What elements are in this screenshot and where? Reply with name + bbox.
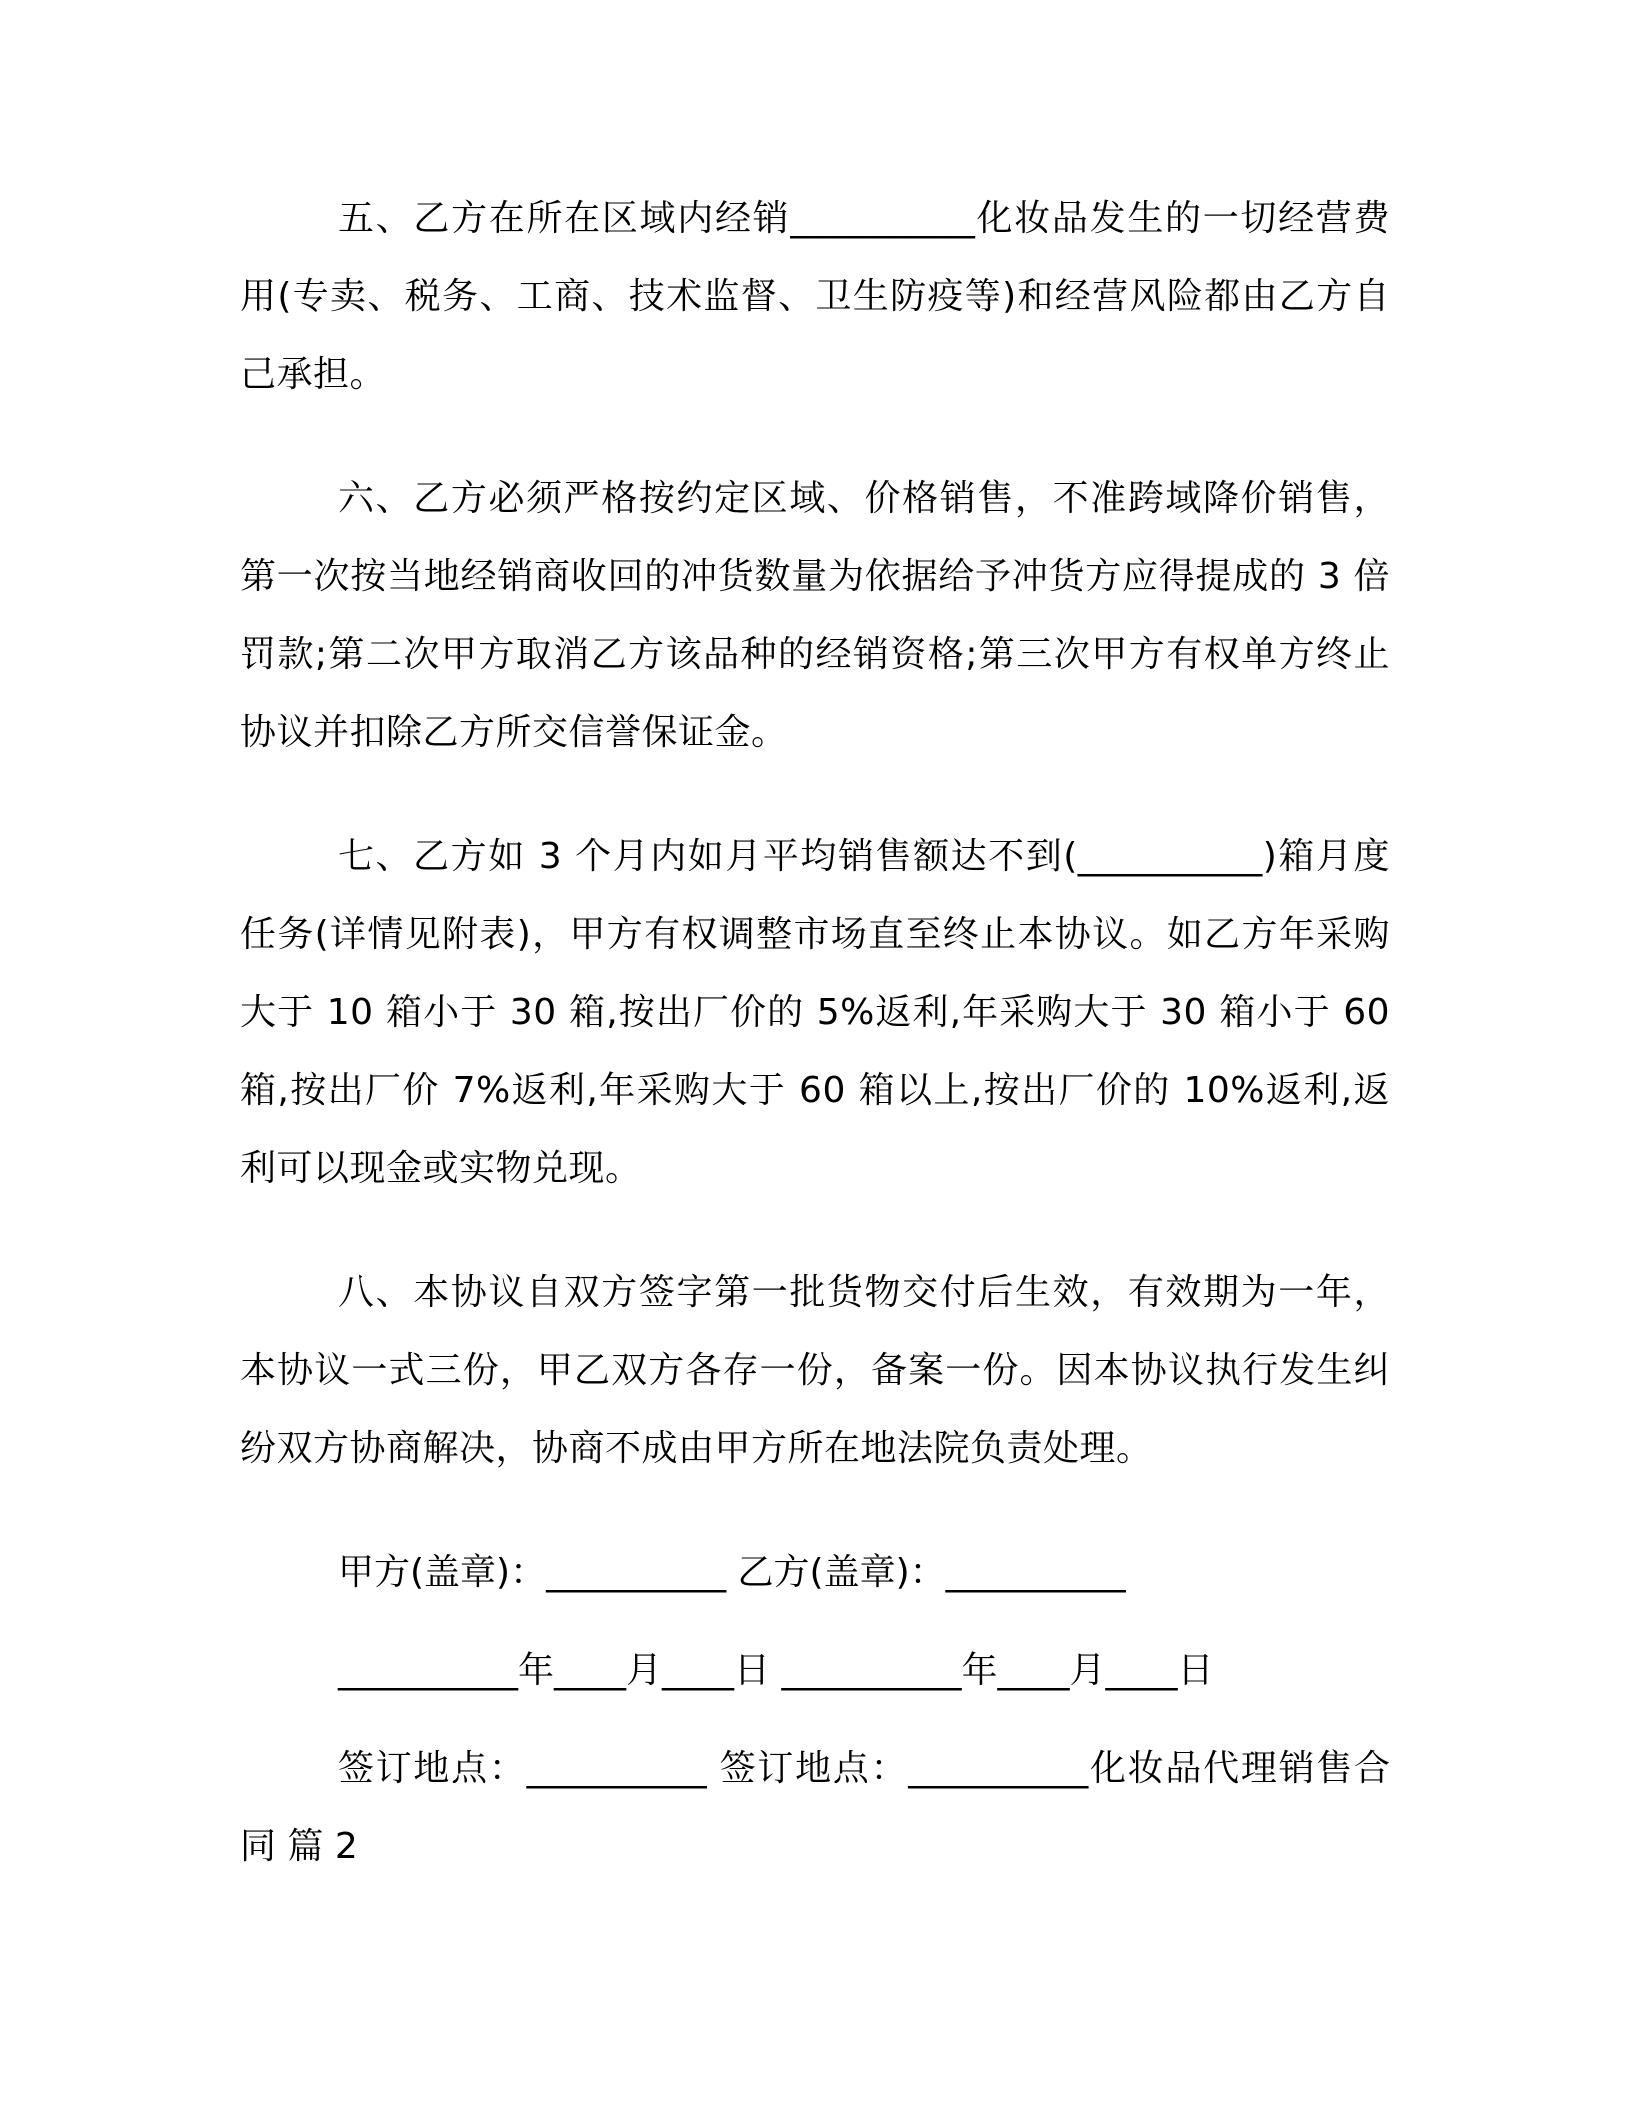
document-page [240,180,1390,1886]
clause-7: 七、乙方如 3 个月内如月平均销售额达不到(__________)箱月度任务(详情见附表)，甲方有权调整市场直至终止本协议。如乙方年采购大于 10 箱小于 30 箱,按出厂价的 5%返利,年采购大于 30 箱小于 60 箱,按出厂价 7%返利,年采购大于 60 箱以上,按出厂价的 10%返利,返利可以现金或实物兑现。 [240,836,1390,1189]
clause-5: 五、乙方在所在区域内经销__________化妆品发生的一切经营费用(专卖、税务、工商、技术监督、卫生防疫等)和经营风险都由乙方自己承担。 [240,198,1390,395]
signature-line: 甲方(盖章)：__________ 乙方(盖章)：__________ [338,1552,1126,1593]
clause-6: 六、乙方必须严格按约定区域、价格销售，不准跨域降价销售，第一次按当地经销商收回的冲货数量为依据给予冲货方应得提成的 3 倍罚款;第二次甲方取消乙方该品种的经销资格;第三次甲方有权单方终止协议并扣除乙方所交信誉保证金。 [240,478,1390,753]
place-line: 签订地点：__________ 签订地点：__________化妆品代理销售合同 篇 2 [240,1748,1390,1867]
clause-8: 八、本协议自双方签字第一批货物交付后生效，有效期为一年，本协议一式三份，甲乙双方各存一份，备案一份。因本协议执行发生纠纷双方协商解决，协商不成由甲方所在地法院负责处理。 [240,1272,1390,1469]
date-line: __________年____月____日 __________年____月____日 [338,1650,1214,1691]
